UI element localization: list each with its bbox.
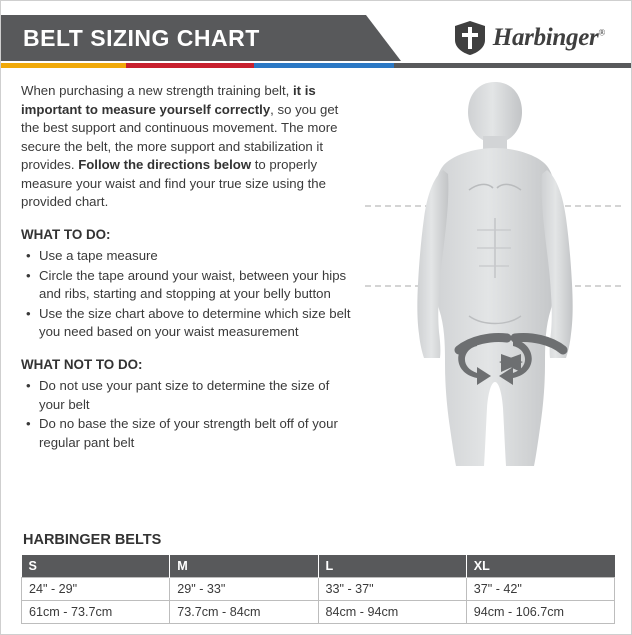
cell-cm-s: 61cm - 73.7cm: [22, 601, 170, 624]
torso-measurement-illustration: [365, 78, 625, 508]
intro-bold-1: it is important to measure yourself correctly: [21, 83, 316, 117]
cell-inches-m: 29" - 33": [170, 578, 318, 601]
column-header-l: L: [318, 555, 466, 578]
size-table-section: [1, 532, 631, 634]
intro-paragraph: [21, 82, 351, 212]
what-to-do-heading: WHAT TO DO:: [21, 226, 111, 242]
instructions-column: [21, 82, 351, 452]
cell-inches-l: 33" - 37": [318, 578, 466, 601]
list-item: • Use a tape measure: [37, 247, 351, 266]
column-header-xl: XL: [466, 555, 614, 578]
registered-mark: ®: [598, 27, 605, 38]
list-item: • Circle the tape around your waist, between your hips and ribs, starting and stopping at your belly button: [37, 267, 351, 304]
brand-label: Harbinger: [492, 24, 599, 51]
cell-inches-s: 24" - 29": [22, 578, 170, 601]
intro-bold-2: Follow the directions below: [78, 157, 252, 172]
what-not-to-do-heading: WHAT NOT TO DO:: [21, 356, 143, 372]
cell-cm-l: 84cm - 94cm: [318, 601, 466, 624]
column-header-s: S: [22, 555, 170, 578]
brand-logo: [455, 21, 605, 55]
belt-size-table: [21, 555, 615, 624]
cell-inches-xl: 37" - 42": [466, 578, 614, 601]
what-to-do-list: [21, 247, 351, 342]
intro-part-1: When purchasing a new strength training belt,: [21, 83, 293, 98]
page-header: [1, 1, 631, 63]
column-header-m: M: [170, 555, 318, 578]
cell-cm-m: 73.7cm - 84cm: [170, 601, 318, 624]
what-not-to-do-list: [21, 377, 351, 452]
list-item: • Do not use your pant size to determine the size of your belt: [37, 377, 351, 414]
table-row: [22, 578, 615, 601]
list-item: • Use the size chart above to determine which size belt you need based on your waist measurement: [37, 305, 351, 342]
table-header-row: [22, 555, 615, 578]
cell-cm-xl: 94cm - 106.7cm: [466, 601, 614, 624]
table-title: HARBINGER BELTS: [23, 532, 162, 548]
shield-cross-icon: [455, 21, 485, 55]
page-content: [1, 68, 631, 520]
table-row: [22, 601, 615, 624]
list-item: • Do no base the size of your strength belt off of your regular pant belt: [37, 415, 351, 452]
intro-part-3: to properly measure your waist and find your true size using the provided chart.: [21, 157, 326, 209]
intro-part-2: , so you get the best support and continuous movement. The more secure the belt, the more support and stabilization it provides.: [21, 101, 339, 172]
page-title: BELT SIZING CHART: [23, 25, 260, 51]
brand-name: [493, 24, 605, 52]
